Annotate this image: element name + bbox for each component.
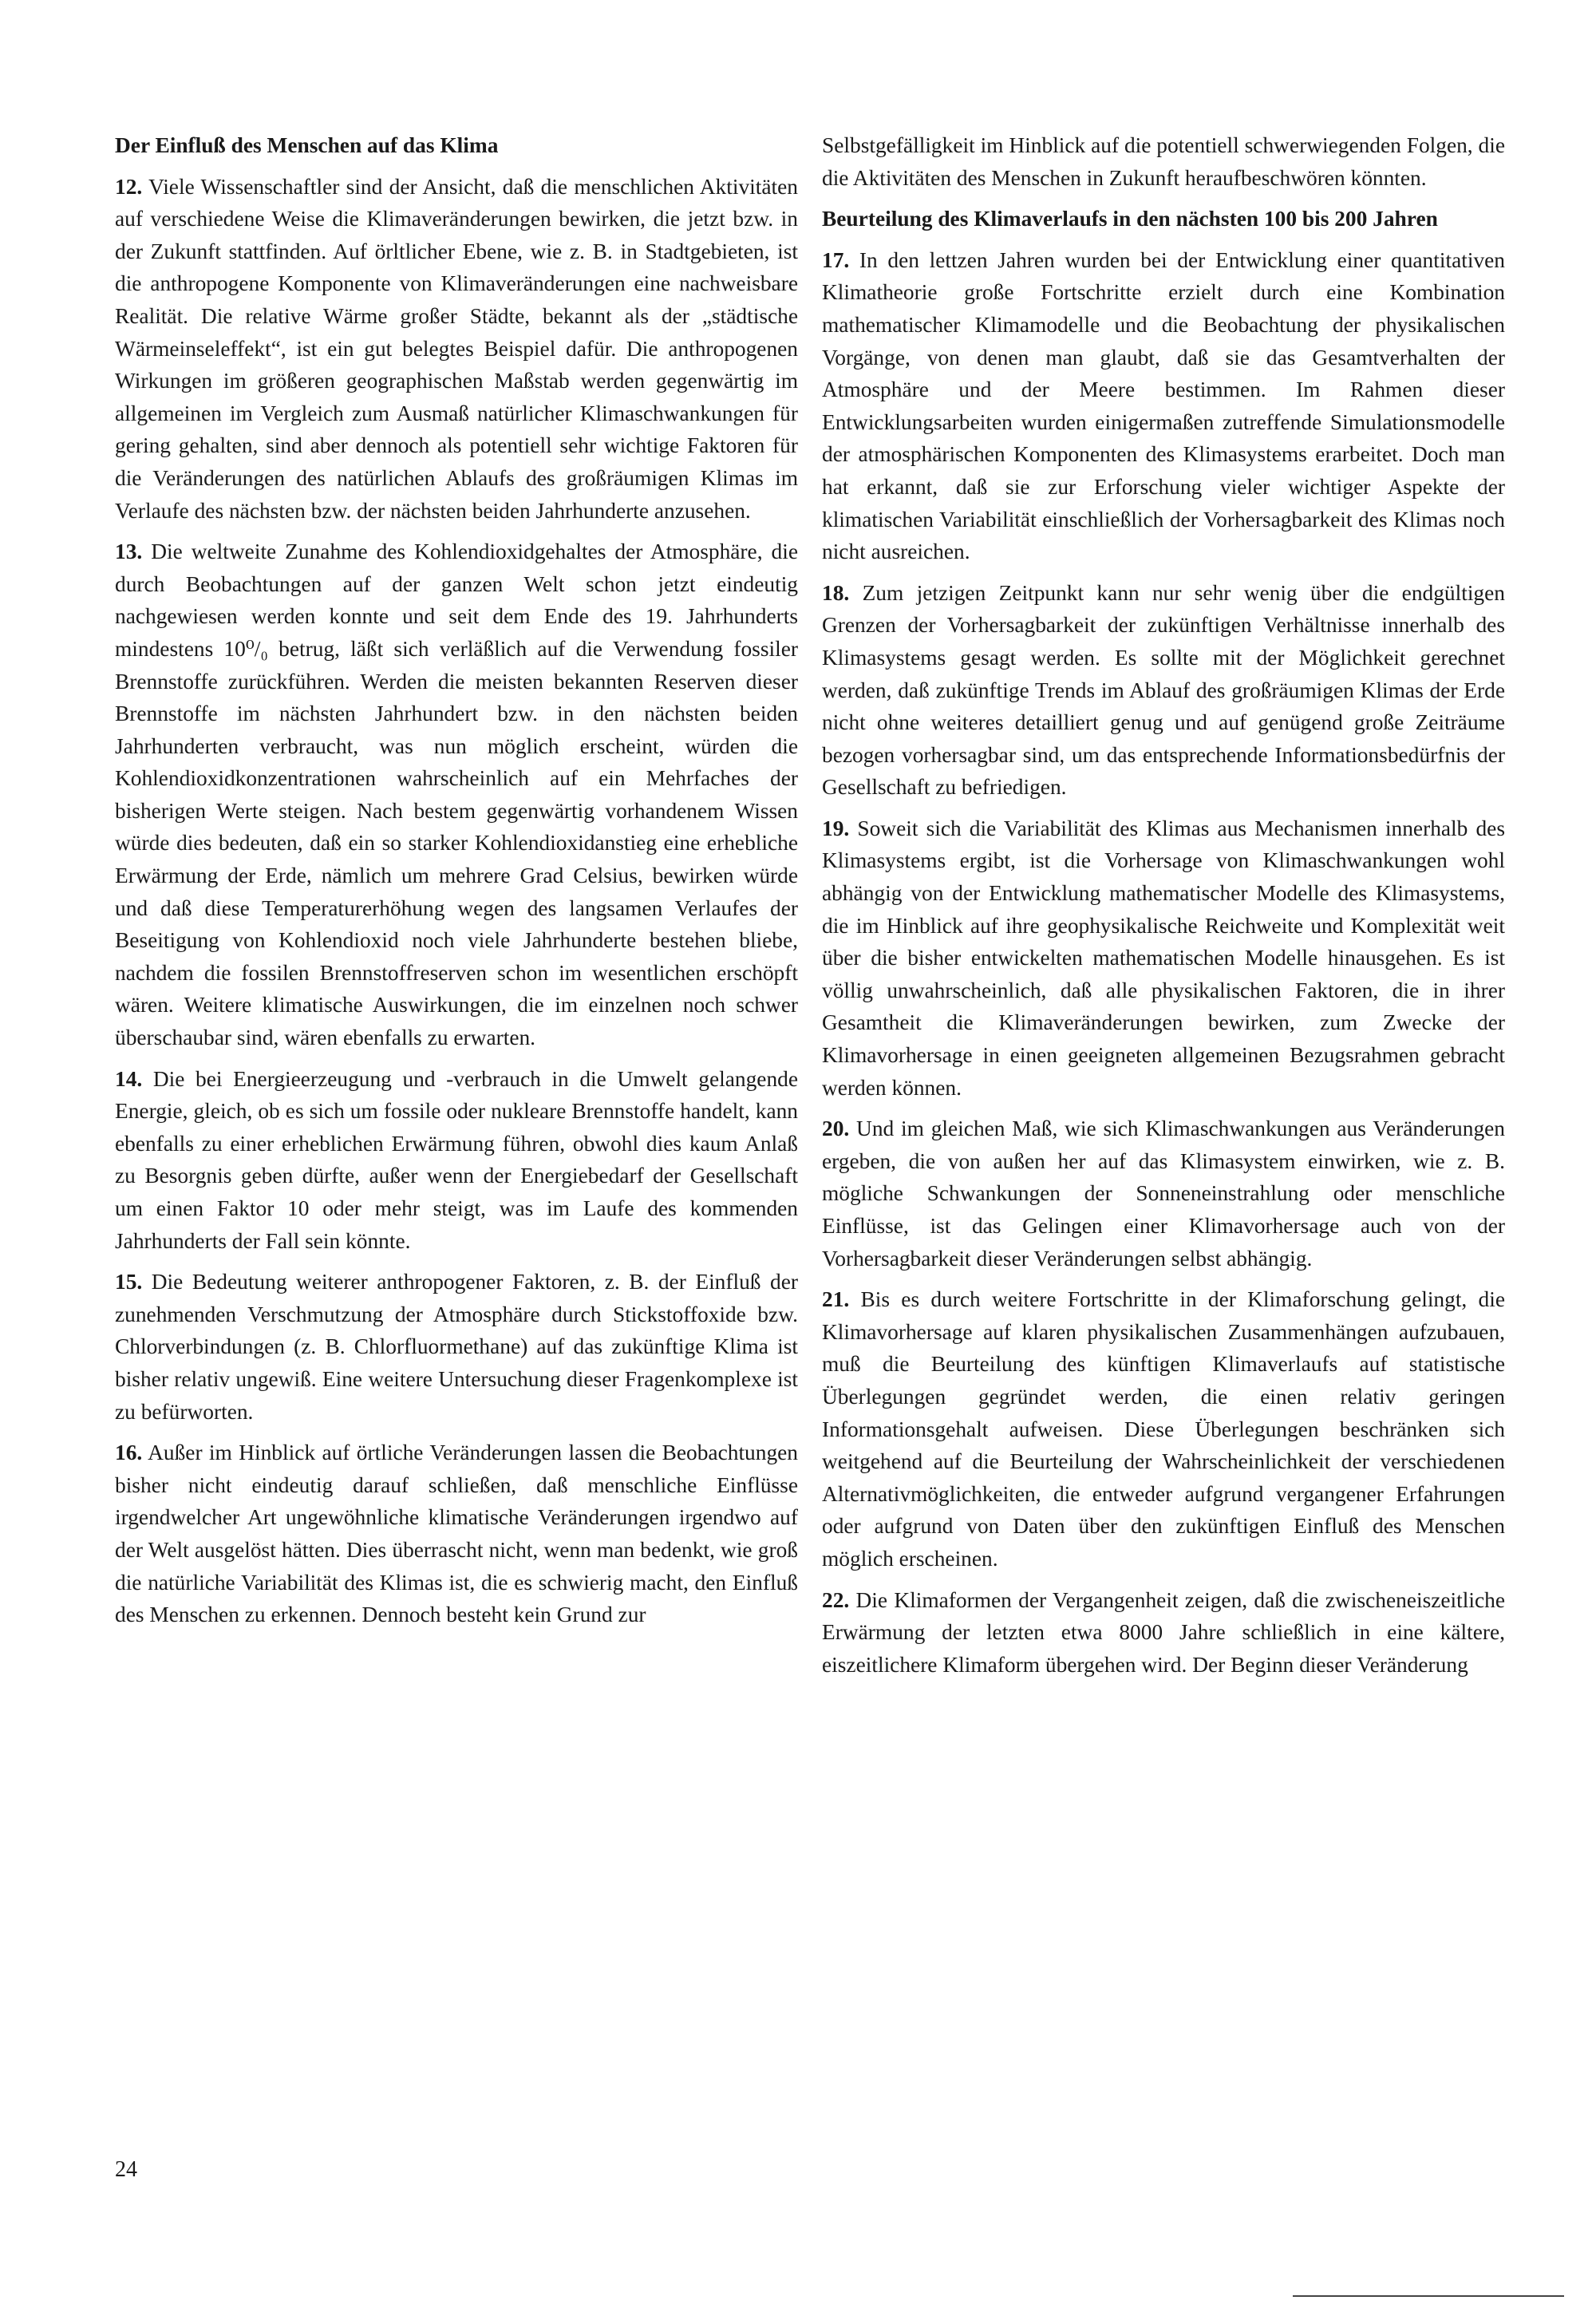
paragraph-12 bbox=[115, 171, 798, 528]
paragraph-number: 20. bbox=[822, 1117, 850, 1141]
paragraph-number: 16. bbox=[115, 1441, 143, 1465]
paragraph-18 bbox=[822, 577, 1505, 804]
paragraph-19 bbox=[822, 812, 1505, 1104]
paragraph-number: 14. bbox=[115, 1066, 143, 1091]
paragraph-16 bbox=[115, 1437, 798, 1631]
paragraph-text: Soweit sich die Variabilität des Klimas aus Mechanismen innerhalb des Klimasystems ergibt, ist die Vorhersage von Klimaschwankungen wohl abhängig von der Entwicklung mathematischer Modelle des Klimasystems, die im Hinblick auf ihre geophysikalische Reichweite und Komplexität weit über die bisher entwickelten mathematischen Modelle hinausgehen. Es ist völlig unwahrscheinlich, daß alle physikalischen Faktoren, die in ihrer Gesamtheit die Klimaveränderungen bewirken, zum Zwecke der Klimavorhersage in einen geeigneten allgemeinen Bezugsrahmen gebracht werden können. bbox=[822, 816, 1505, 1100]
paragraph-20 bbox=[822, 1113, 1505, 1275]
right-column bbox=[822, 129, 1505, 1690]
paragraph-number: 22. bbox=[822, 1587, 850, 1612]
paragraph-text: Bis es durch weitere Fortschritte in der Klimaforschung gelingt, die Klimavorhersage auf klaren physikalischen Zusammenhängen aufzubauen, muß die Beurteilung des künftigen Klimaverlaufs auf statistische Überlegungen gegründet werden, die einen relativ geringen Informationsgehalt aufweisen. Diese Überlegungen beschränken sich weitgehend auf die Beurteilung der Wahrscheinlichkeit der verschiedenen Alternativmöglichkeiten, die entweder aufgrund vergangener Erfahrungen oder aufgrund von Daten über den zukünftigen Einfluß des Menschen möglich erscheinen. bbox=[822, 1287, 1505, 1571]
paragraph-number: 17. bbox=[822, 247, 850, 272]
paragraph-number: 12. bbox=[115, 174, 143, 199]
footer-rule bbox=[1293, 2295, 1564, 2297]
paragraph-text: Und im gleichen Maß, wie sich Klimaschwankungen aus Veränderungen ergeben, die von außen her auf das Klimasystem einwirken, wie z. B. mögliche Schwankungen der Sonneneinstrahlung oder menschliche Einflüsse, ist das Gelingen einer Klimavorhersage auch von der Vorhersagbarkeit dieser Veränderungen selbst abhängig. bbox=[822, 1117, 1505, 1271]
paragraph-text: In den lettzen Jahren wurden bei der Entwicklung einer quantitativen Klimatheorie große Fortschritte erzielt durch eine Kombination mathematischer Klimamodelle und die Beobachtung der physikalischen Vorgänge, von denen man glaubt, daß sie das Gesamtverhalten der Atmosphäre und der Meere bestimmen. Im Rahmen dieser Entwicklungsarbeiten wurden einigermaßen zutreffende Simulationsmodelle der atmosphärischen Komponenten des Klimasystems erarbeitet. Doch man hat erkannt, daß sie zur Erforschung vieler wichtiger Aspekte der klimatischen Variabilität einschließlich der Vorhersagbarkeit des Klimas noch nicht ausreichen. bbox=[822, 247, 1505, 564]
paragraph-text: Viele Wissenschaftler sind der Ansicht, daß die menschlichen Aktivitäten auf verschiedene Weise die Klimaveränderungen bewirken, die jetzt bzw. in der Zukunft stattfinden. Auf örltlicher Ebene, wie z. B. in Stadtgebieten, ist die anthropogene Komponente von Klimaveränderungen eine nachweisbare Realität. Die relative Wärme großer Städte, bekannt als der „städtische Wärmeinseleffekt“, ist ein gut belegtes Beispiel dafür. Die anthropogenen Wirkungen im größeren geographischen Maßstab werden gegenwärtig im allgemeinen im Vergleich zum Ausmaß natürlicher Klimaschwankungen für gering gehalten, sind aber dennoch als potentiell sehr wichtige Faktoren für die Veränderungen des natürlichen Ablaufs des großräumigen Klimas im Verlaufe des nächsten bzw. der nächsten beiden Jahrhunderte anzusehen. bbox=[115, 174, 798, 523]
left-column bbox=[115, 129, 798, 1640]
section-heading-human-influence: Der Einfluß des Menschen auf das Klima bbox=[115, 133, 499, 157]
paragraph-number: 18. bbox=[822, 580, 850, 605]
paragraph-text: Zum jetzigen Zeitpunkt kann nur sehr wenig über die endgültigen Grenzen der Vorhersagbarkeit der zukünftigen Verhältnisse innerhalb des Klimasystems gesagt werden. Es sollte mit der Möglichkeit gerechnet werden, daß zukünftige Trends im Ablauf des großräumigen Klimas der Erde nicht ohne weiteres detailliert genug und auf genügend große Zeiträume bezogen vorhersagbar sind, um das entsprechende Informationsbedürfnis der Gesellschaft zu befriedigen. bbox=[822, 580, 1505, 800]
paragraph-number: 13. bbox=[115, 539, 143, 564]
paragraph-text: Die Bedeutung weiterer anthropogener Faktoren, z. B. der Einfluß der zunehmenden Verschmutzung der Atmosphäre durch Stickstoffoxide bzw. Chlorverbindungen (z. B. Chlorfluormethane) auf das zukünftige Klima ist bisher relativ ungewiß. Eine weitere Untersuchung dieser Fragenkomplexe ist zu befürworten. bbox=[115, 1270, 798, 1424]
paragraph-16-continued: Selbstgefälligkeit im Hinblick auf die potentiell schwerwiegenden Folgen, die die Aktivitäten des Menschen in Zukunft heraufbeschwören könnten. bbox=[822, 133, 1505, 190]
paragraph-22 bbox=[822, 1584, 1505, 1682]
paragraph-number: 21. bbox=[822, 1287, 850, 1312]
paragraph-13 bbox=[115, 536, 798, 1054]
section-heading-climate-assessment: Beurteilung des Klimaverlaufs in den nächsten 100 bis 200 Jahren bbox=[822, 207, 1438, 231]
paragraph-15 bbox=[115, 1266, 798, 1428]
paragraph-14 bbox=[115, 1063, 798, 1258]
paragraph-17 bbox=[822, 244, 1505, 568]
paragraph-number: 15. bbox=[115, 1270, 143, 1294]
paragraph-number: 19. bbox=[822, 816, 850, 840]
paragraph-text: Die weltweite Zunahme des Kohlendioxidgehaltes der Atmosphäre, die durch Beobachtungen auf der ganzen Welt schon jetzt eindeutig nachgewiesen werden konnte und seit dem Ende des 19. Jahrhunderts mindestens 10⁰/₀ betrug, läßt sich verläßlich auf die Verwendung fossiler Brennstoffe zurückführen. Werden die meisten bekannten Reserven dieser Brennstoffe im nächsten Jahrhundert bzw. in den nächsten beiden Jahrhunderten verbraucht, was nun möglich erscheint, würden die Kohlendioxidkonzentrationen wahrscheinlich auf ein Mehrfaches der bisherigen Werte steigen. Nach bestem gegenwärtig vorhandenem Wissen würde dies bedeuten, daß ein so starker Kohlendioxidanstieg eine erhebliche Erwärmung der Erde, nämlich um mehrere Grad Celsius, bewirken würde und daß diese Temperaturerhöhung wegen des langsamen Verlaufes der Beseitigung von Kohlendioxid noch viele Jahrhunderte bestehen bliebe, nachdem die fossilen Brennstoffreserven schon im wesentlichen erschöpft wären. Weitere klimatische Auswirkungen, die im einzelnen noch schwer überschaubar sind, wären ebenfalls zu erwarten. bbox=[115, 539, 798, 1050]
paragraph-text: Außer im Hinblick auf örtliche Veränderungen lassen die Beobachtungen bisher nicht eindeutig darauf schließen, daß menschliche Einflüsse irgendwelcher Art ungewöhnliche klimatische Veränderungen irgendwo auf der Welt ausgelöst hätten. Dies überrascht nicht, wenn man bedenkt, wie groß die natürliche Variabilität des Klimas ist, die es schwierig macht, den Einfluß des Menschen zu erkennen. Dennoch besteht kein Grund zur bbox=[115, 1441, 798, 1627]
page-number: 24 bbox=[115, 2157, 137, 2182]
paragraph-text: Die Klimaformen der Vergangenheit zeigen, daß die zwischeneiszeitliche Erwärmung der letzten etwa 8000 Jahre schließlich in eine kältere, eiszeitlichere Klimaform übergehen wird. Der Beginn dieser Veränderung bbox=[822, 1587, 1505, 1677]
paragraph-text: Die bei Energieerzeugung und -verbrauch in die Umwelt gelangende Energie, gleich, ob es sich um fossile oder nukleare Brennstoffe handelt, kann ebenfalls zu einer erheblichen Erwärmung führen, obwohl dies kaum Anlaß zu Besorgnis geben dürfte, außer wenn der Energiebedarf der Gesellschaft um einen Faktor 10 oder mehr steigt, was im Laufe des kommenden Jahrhunderts der Fall sein könnte. bbox=[115, 1066, 798, 1253]
paragraph-21 bbox=[822, 1283, 1505, 1575]
